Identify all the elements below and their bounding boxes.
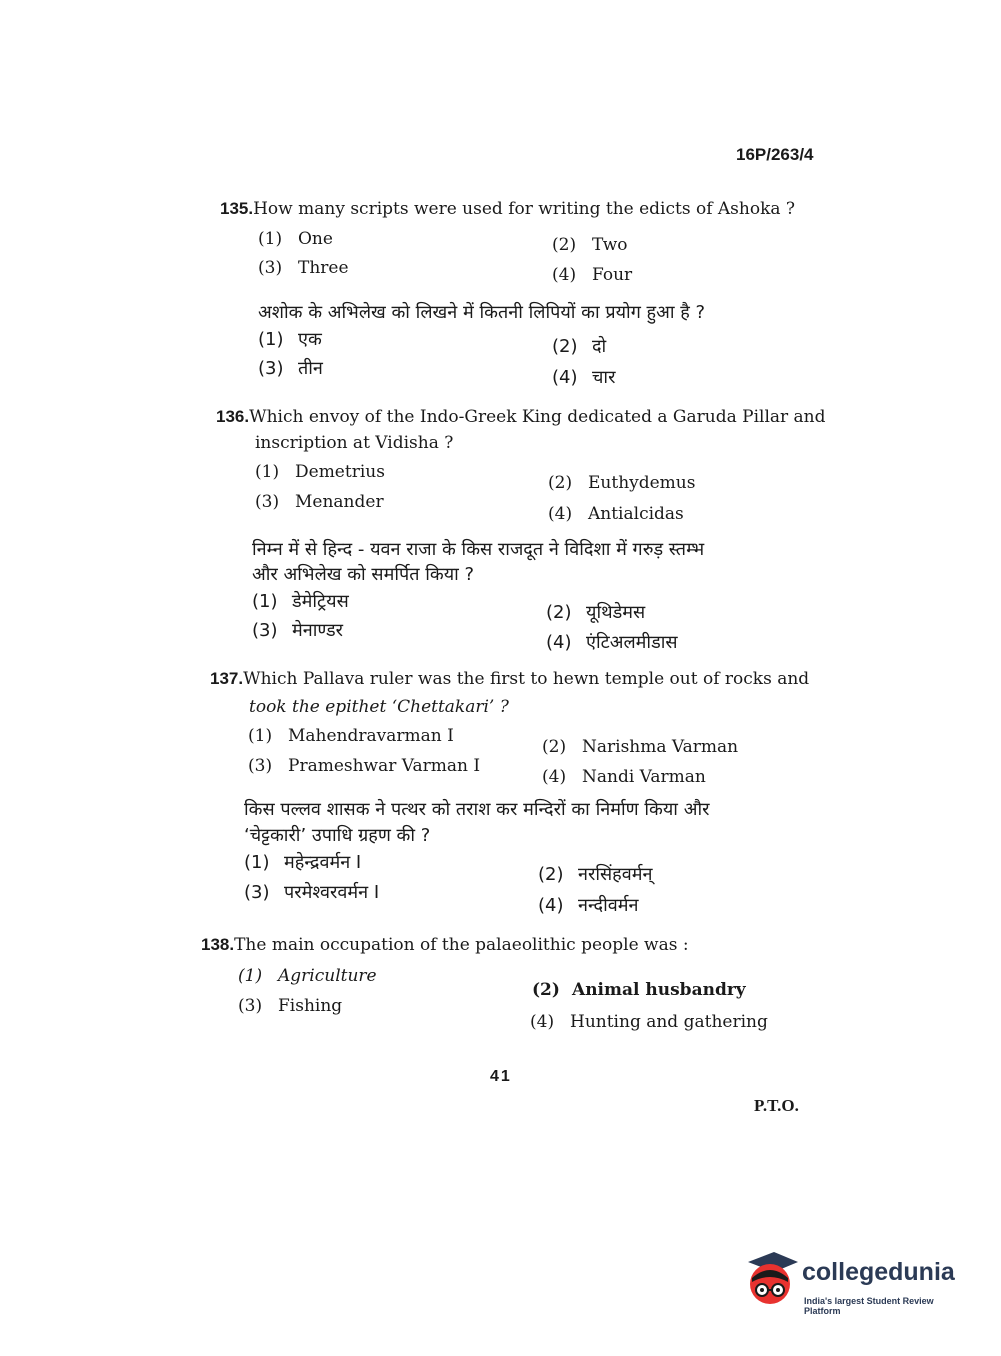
collegedunia-logo <box>742 1248 972 1318</box>
option-hindi: (1) डेमेट्रियस <box>252 591 349 612</box>
option: (1) Mahendravarman I <box>248 726 454 746</box>
option-hindi: (3) तीन <box>258 358 323 379</box>
option: (2) Two <box>552 235 628 255</box>
option-hindi: (3) मेनाण्डर <box>252 620 343 641</box>
option-hindi: (4) नन्दीवर्मन <box>538 895 639 916</box>
option: (3) Fishing <box>238 996 343 1016</box>
option-hindi: (1) महेन्द्रवर्मन I <box>244 852 362 873</box>
question-text-cont: inscription at Vidisha ? <box>255 433 454 453</box>
logo-name: collegedunia <box>802 1258 955 1286</box>
question-text: 137.Which Pallava ruler was the first to hewn temple out of rocks and <box>210 669 810 689</box>
option-hindi: (4) चार <box>552 367 616 388</box>
option: (2) Narishma Varman <box>542 737 739 757</box>
question-text-cont: took the epithet ‘Chettakari’ ? <box>249 697 509 717</box>
option: (4) Nandi Varman <box>542 767 706 787</box>
pto-label: P.T.O. <box>754 1096 799 1115</box>
question-text-hindi: निम्न में से हिन्द - यवन राजा के किस राजदूत ने विदिशा में गरुड़ स्तम्भ <box>252 539 705 560</box>
page-number: 41 <box>490 1068 512 1085</box>
option: (2) Euthydemus <box>548 473 696 493</box>
question-number: 135. <box>220 199 254 218</box>
page-code: 16P/263/4 <box>736 145 814 164</box>
option-hindi: (1) एक <box>258 329 322 350</box>
question-number: 136. <box>216 407 250 426</box>
option-hindi: (2) दो <box>552 336 607 357</box>
question-number: 137. <box>210 669 244 688</box>
option: (1) One <box>258 229 333 249</box>
question-text-hindi: किस पल्लव शासक ने पत्थर को तराश कर मन्दिरों का निर्माण किया और <box>244 799 710 820</box>
question-text-hindi: अशोक के अभिलेख को लिखने में कितनी लिपियों का प्रयोग हुआ है ? <box>258 302 706 323</box>
logo-tagline: India's largest Student Review Platform <box>804 1296 934 1316</box>
option: (2) Animal husbandry <box>532 980 746 1000</box>
question-number: 138. <box>201 935 235 954</box>
question-text-hindi-cont: और अभिलेख को समर्पित किया ? <box>252 564 475 585</box>
option-hindi: (3) परमेश्वरवर्मन I <box>244 882 380 903</box>
option: (3) Prameshwar Varman I <box>248 756 481 776</box>
option: (4) Four <box>552 265 633 285</box>
option: (3) Menander <box>255 492 384 512</box>
option-hindi: (2) नरसिंहवर्मन् <box>538 864 653 885</box>
question-text: 135.How many scripts were used for writing the edicts of Ashoka ? <box>220 199 796 219</box>
question-text: 136.Which envoy of the Indo-Greek King dedicated a Garuda Pillar and <box>216 407 826 427</box>
mascot-icon <box>742 1248 800 1314</box>
option: (4) Antialcidas <box>548 504 684 524</box>
option: (1) Demetrius <box>255 462 385 482</box>
option-hindi: (2) यूथिडेमस <box>546 602 646 623</box>
option: (4) Hunting and gathering <box>530 1012 768 1032</box>
option-hindi: (4) एंटिअलमीडास <box>546 632 678 653</box>
question-text-hindi-cont: ‘चेट्टकारी’ उपाधि ग्रहण की ? <box>244 825 431 846</box>
option: (3) Three <box>258 258 349 278</box>
option: (1) Agriculture <box>238 966 377 986</box>
question-text: 138.The main occupation of the palaeolithic people was : <box>201 935 689 955</box>
